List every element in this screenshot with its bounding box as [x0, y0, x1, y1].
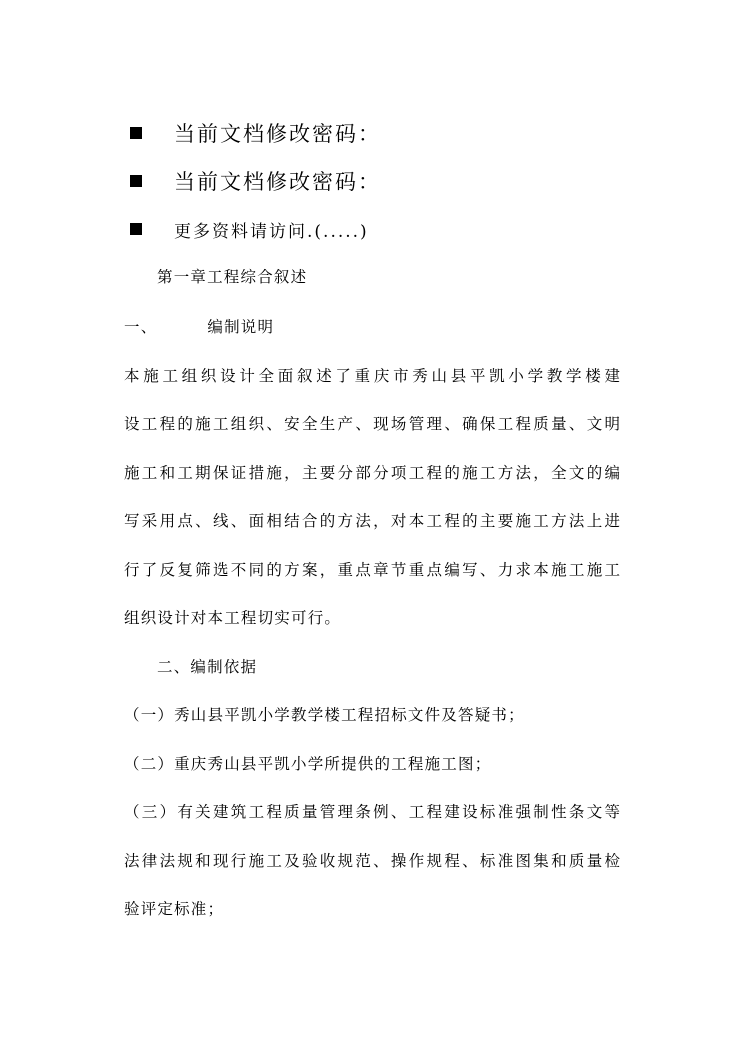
section-1-number: 一、	[124, 318, 158, 336]
basis-item-2: （二）重庆秀山县平凯小学所提供的工程施工图；	[124, 755, 492, 773]
intro-line-4: 写采用点、线、面相结合的方法，对本工程的主要施工方法上进	[124, 512, 620, 530]
password-line-1	[130, 118, 381, 148]
section-2-heading: 二、编制依据	[157, 658, 258, 676]
basis-item-3-cont: 法律法规和现行施工及验收规范、操作规程、标准图集和质量检	[124, 852, 620, 870]
intro-line-1: 本施工组织设计全面叙述了重庆市秀山县平凯小学教学楼建	[124, 367, 620, 385]
more-info-text: 更多资料请访问.(.....)	[174, 222, 369, 242]
section-1-heading	[124, 315, 274, 337]
section-1-title: 编制说明	[207, 318, 275, 336]
more-info-line	[130, 217, 369, 242]
basis-item-1: （一）秀山县平凯小学教学楼工程招标文件及答疑书；	[124, 706, 525, 724]
basis-item-3-end: 验评定标准；	[124, 900, 225, 918]
password-label-2: 当前文档修改密码：	[174, 170, 381, 194]
bullet-square-icon	[130, 175, 142, 187]
intro-line-5: 行了反复筛选不同的方案，重点章节重点编写、力求本施工施工	[124, 561, 620, 579]
password-line-2	[130, 166, 381, 196]
basis-item-3: （三）有关建筑工程质量管理条例、工程建设标准强制性条文等	[124, 803, 620, 821]
chapter-title: 第一章工程综合叙述	[157, 268, 308, 286]
bullet-square-icon	[130, 223, 142, 235]
bullet-square-icon	[130, 127, 142, 139]
intro-line-6: 组织设计对本工程切实可行。	[124, 609, 342, 627]
intro-line-3: 施工和工期保证措施，主要分部分项工程的施工方法，全文的编	[124, 464, 620, 482]
intro-line-2: 设工程的施工组织、安全生产、现场管理、确保工程质量、文明	[124, 415, 620, 433]
password-label-1: 当前文档修改密码：	[174, 122, 381, 146]
